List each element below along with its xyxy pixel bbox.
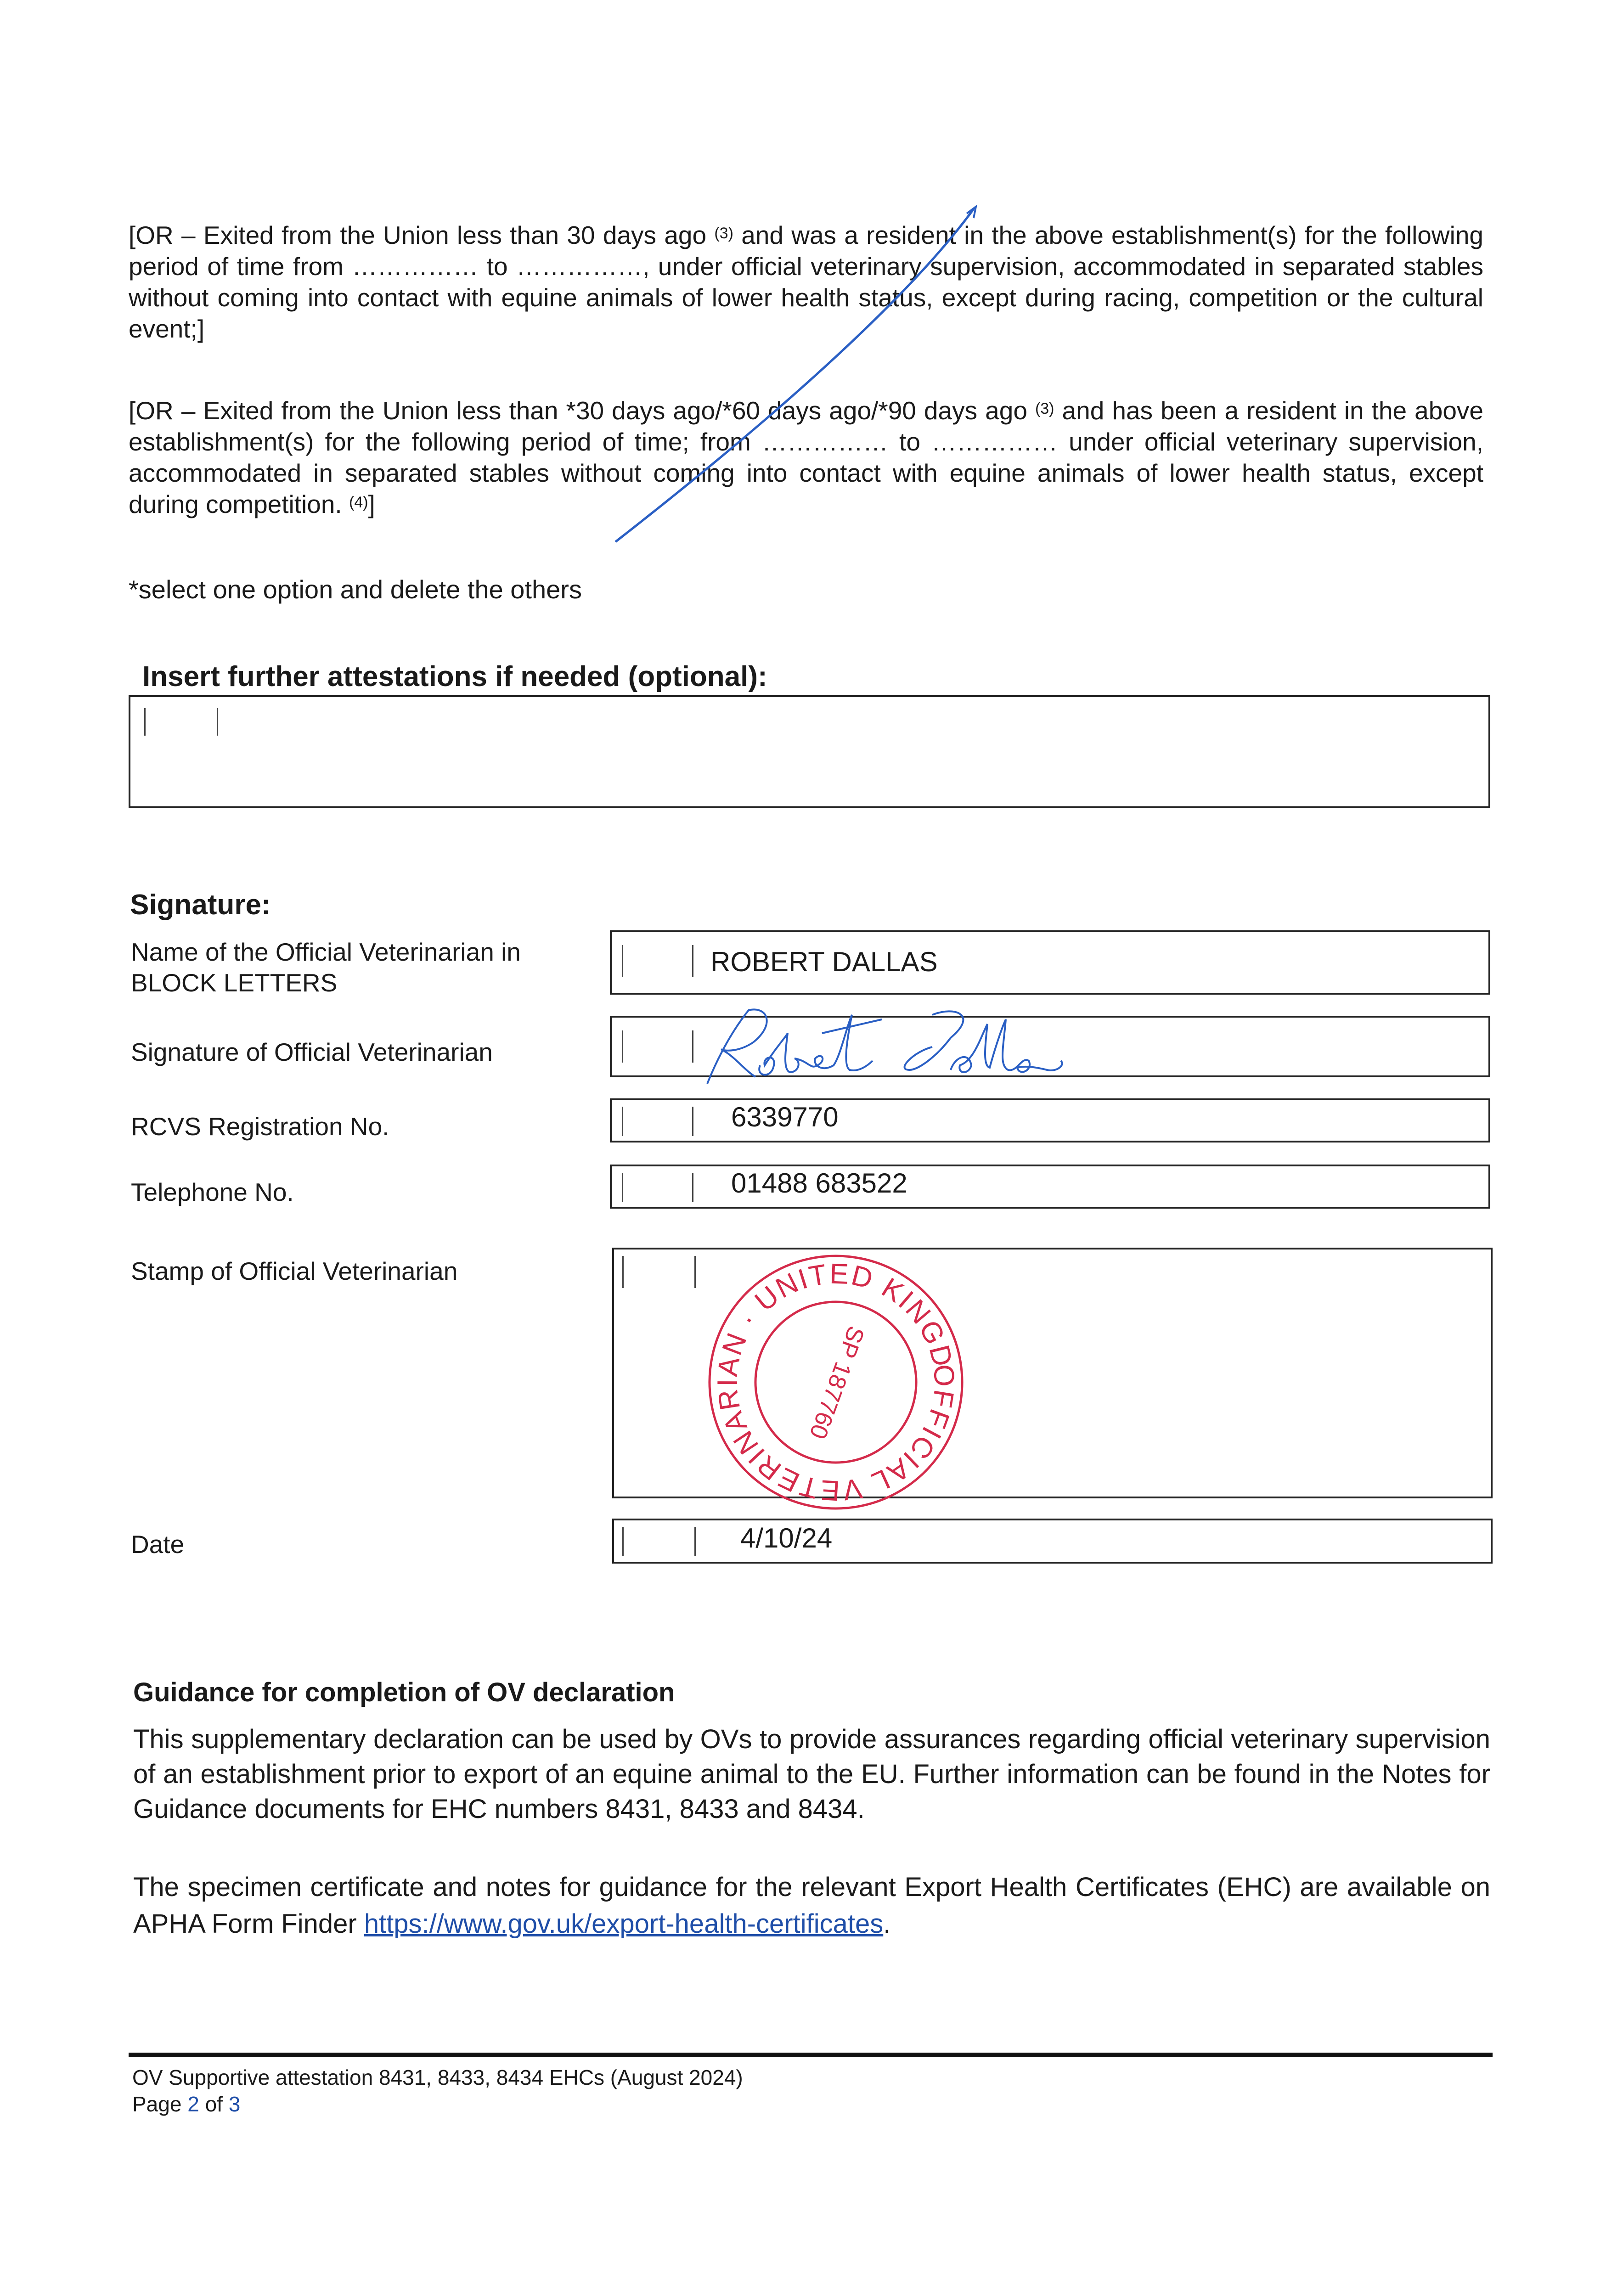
field-tick-mark: [622, 1173, 623, 1202]
field-tick-mark: [217, 708, 218, 736]
date-field[interactable]: [612, 1519, 1493, 1564]
field-tick-mark: [692, 945, 693, 977]
option-a-text: [OR – Exited from the Union less than 30 days ago $^{(3)}$ and was a resident in the above establishment(s) for the following period of time from …………… to ……………, under official veterinary supervision, accommodated in separated stables without coming into contact with equine animals of lower health status, except during racing, competition or the cultural event;]: [129, 221, 1483, 343]
guidance-paragraph-1: This supplementary declaration can be used by OVs to provide assurances regarding official veterinary supervision of an establishment prior to export of an equine animal to the EU. Further information can be found in the Notes for Guidance documents for EHC numbers 8431, 8433 and 8434.: [133, 1724, 1490, 1824]
footer: [132, 2064, 743, 2117]
guidance-paragraph-2-end: .: [883, 1909, 891, 1939]
further-attestations-field[interactable]: [129, 695, 1490, 808]
date-label: Date: [131, 1530, 185, 1559]
export-health-certificates-link[interactable]: https://www.gov.uk/export-health-certificates: [364, 1909, 884, 1939]
guidance-paragraph-2: [133, 1869, 1490, 1942]
date-value: 4/10/24: [740, 1523, 833, 1553]
telephone-value: 01488 683522: [731, 1168, 907, 1199]
field-tick-mark: [694, 1256, 696, 1288]
field-tick-mark: [692, 1173, 693, 1202]
name-value: ROBERT DALLAS: [710, 946, 938, 977]
rcvs-value: 6339770: [731, 1102, 839, 1132]
signature-label: Signature of Official Veterinarian: [131, 1038, 493, 1066]
telephone-field[interactable]: [610, 1165, 1490, 1209]
field-tick-mark: [694, 1527, 696, 1556]
footer-rule: [129, 2053, 1493, 2057]
footer-document-title: OV Supportive attestation 8431, 8433, 8434 EHCs (August 2024): [132, 2065, 743, 2089]
rcvs-label: RCVS Registration No.: [131, 1112, 389, 1141]
official-veterinarian-stamp: [700, 1247, 971, 1518]
handwritten-signature: [675, 996, 1088, 1102]
name-label-line2: BLOCK LETTERS: [131, 968, 338, 997]
signature-hidden-text: Robert Dallas: [675, 996, 678, 997]
of-word: of: [199, 2092, 229, 2116]
further-attestations-heading: Insert further attestations if needed (optional):: [142, 661, 767, 692]
field-tick-mark: [622, 1107, 623, 1136]
stamp-outer-text: OFFICIAL VETERINARIAN · UNITED KINGDOM: [711, 1258, 961, 1507]
field-tick-mark: [622, 1030, 623, 1063]
field-tick-mark: [622, 1256, 624, 1288]
telephone-label: Telephone No.: [131, 1178, 294, 1206]
stamp-label: Stamp of Official Veterinarian: [131, 1257, 458, 1285]
guidance-heading: Guidance for completion of OV declaration: [133, 1677, 675, 1707]
name-field[interactable]: [610, 930, 1490, 995]
page-current: 2: [187, 2092, 199, 2116]
field-tick-mark: [692, 1107, 693, 1136]
rcvs-field[interactable]: [610, 1098, 1490, 1142]
guidance-paragraph-2-text: The specimen certificate and notes for guidance for the relevant Export Health Certificates (EHC) are available on APHA Form Finder: [133, 1872, 1490, 1939]
select-note: *select one option and delete the others: [129, 575, 582, 604]
page-word: Page: [132, 2092, 188, 2116]
field-tick-mark: [622, 945, 623, 977]
field-tick-mark: [622, 1527, 624, 1556]
footer-page-number: [132, 2091, 743, 2117]
field-tick-mark: [144, 708, 146, 736]
signature-heading: Signature:: [130, 889, 271, 921]
name-label: [131, 937, 521, 998]
stamp-inner-text: SP 187760: [804, 1322, 869, 1443]
strike-through-pen-line: [597, 202, 1010, 551]
option-b-text: [OR – Exited from the Union less than *30 days ago/*60 days ago/*90 days ago $^{(3)}$ and has been a resident in the above establishment(s) for the following period of time; from …………… to …………… under official veterinary supervision, accommodated in separated stables without coming into contact with equine animals of lower health status, except during competition. $^{(4)}$]: [129, 396, 1483, 518]
name-label-line1: Name of the Official Veterinarian in: [131, 938, 521, 966]
page-total: 3: [228, 2092, 241, 2116]
